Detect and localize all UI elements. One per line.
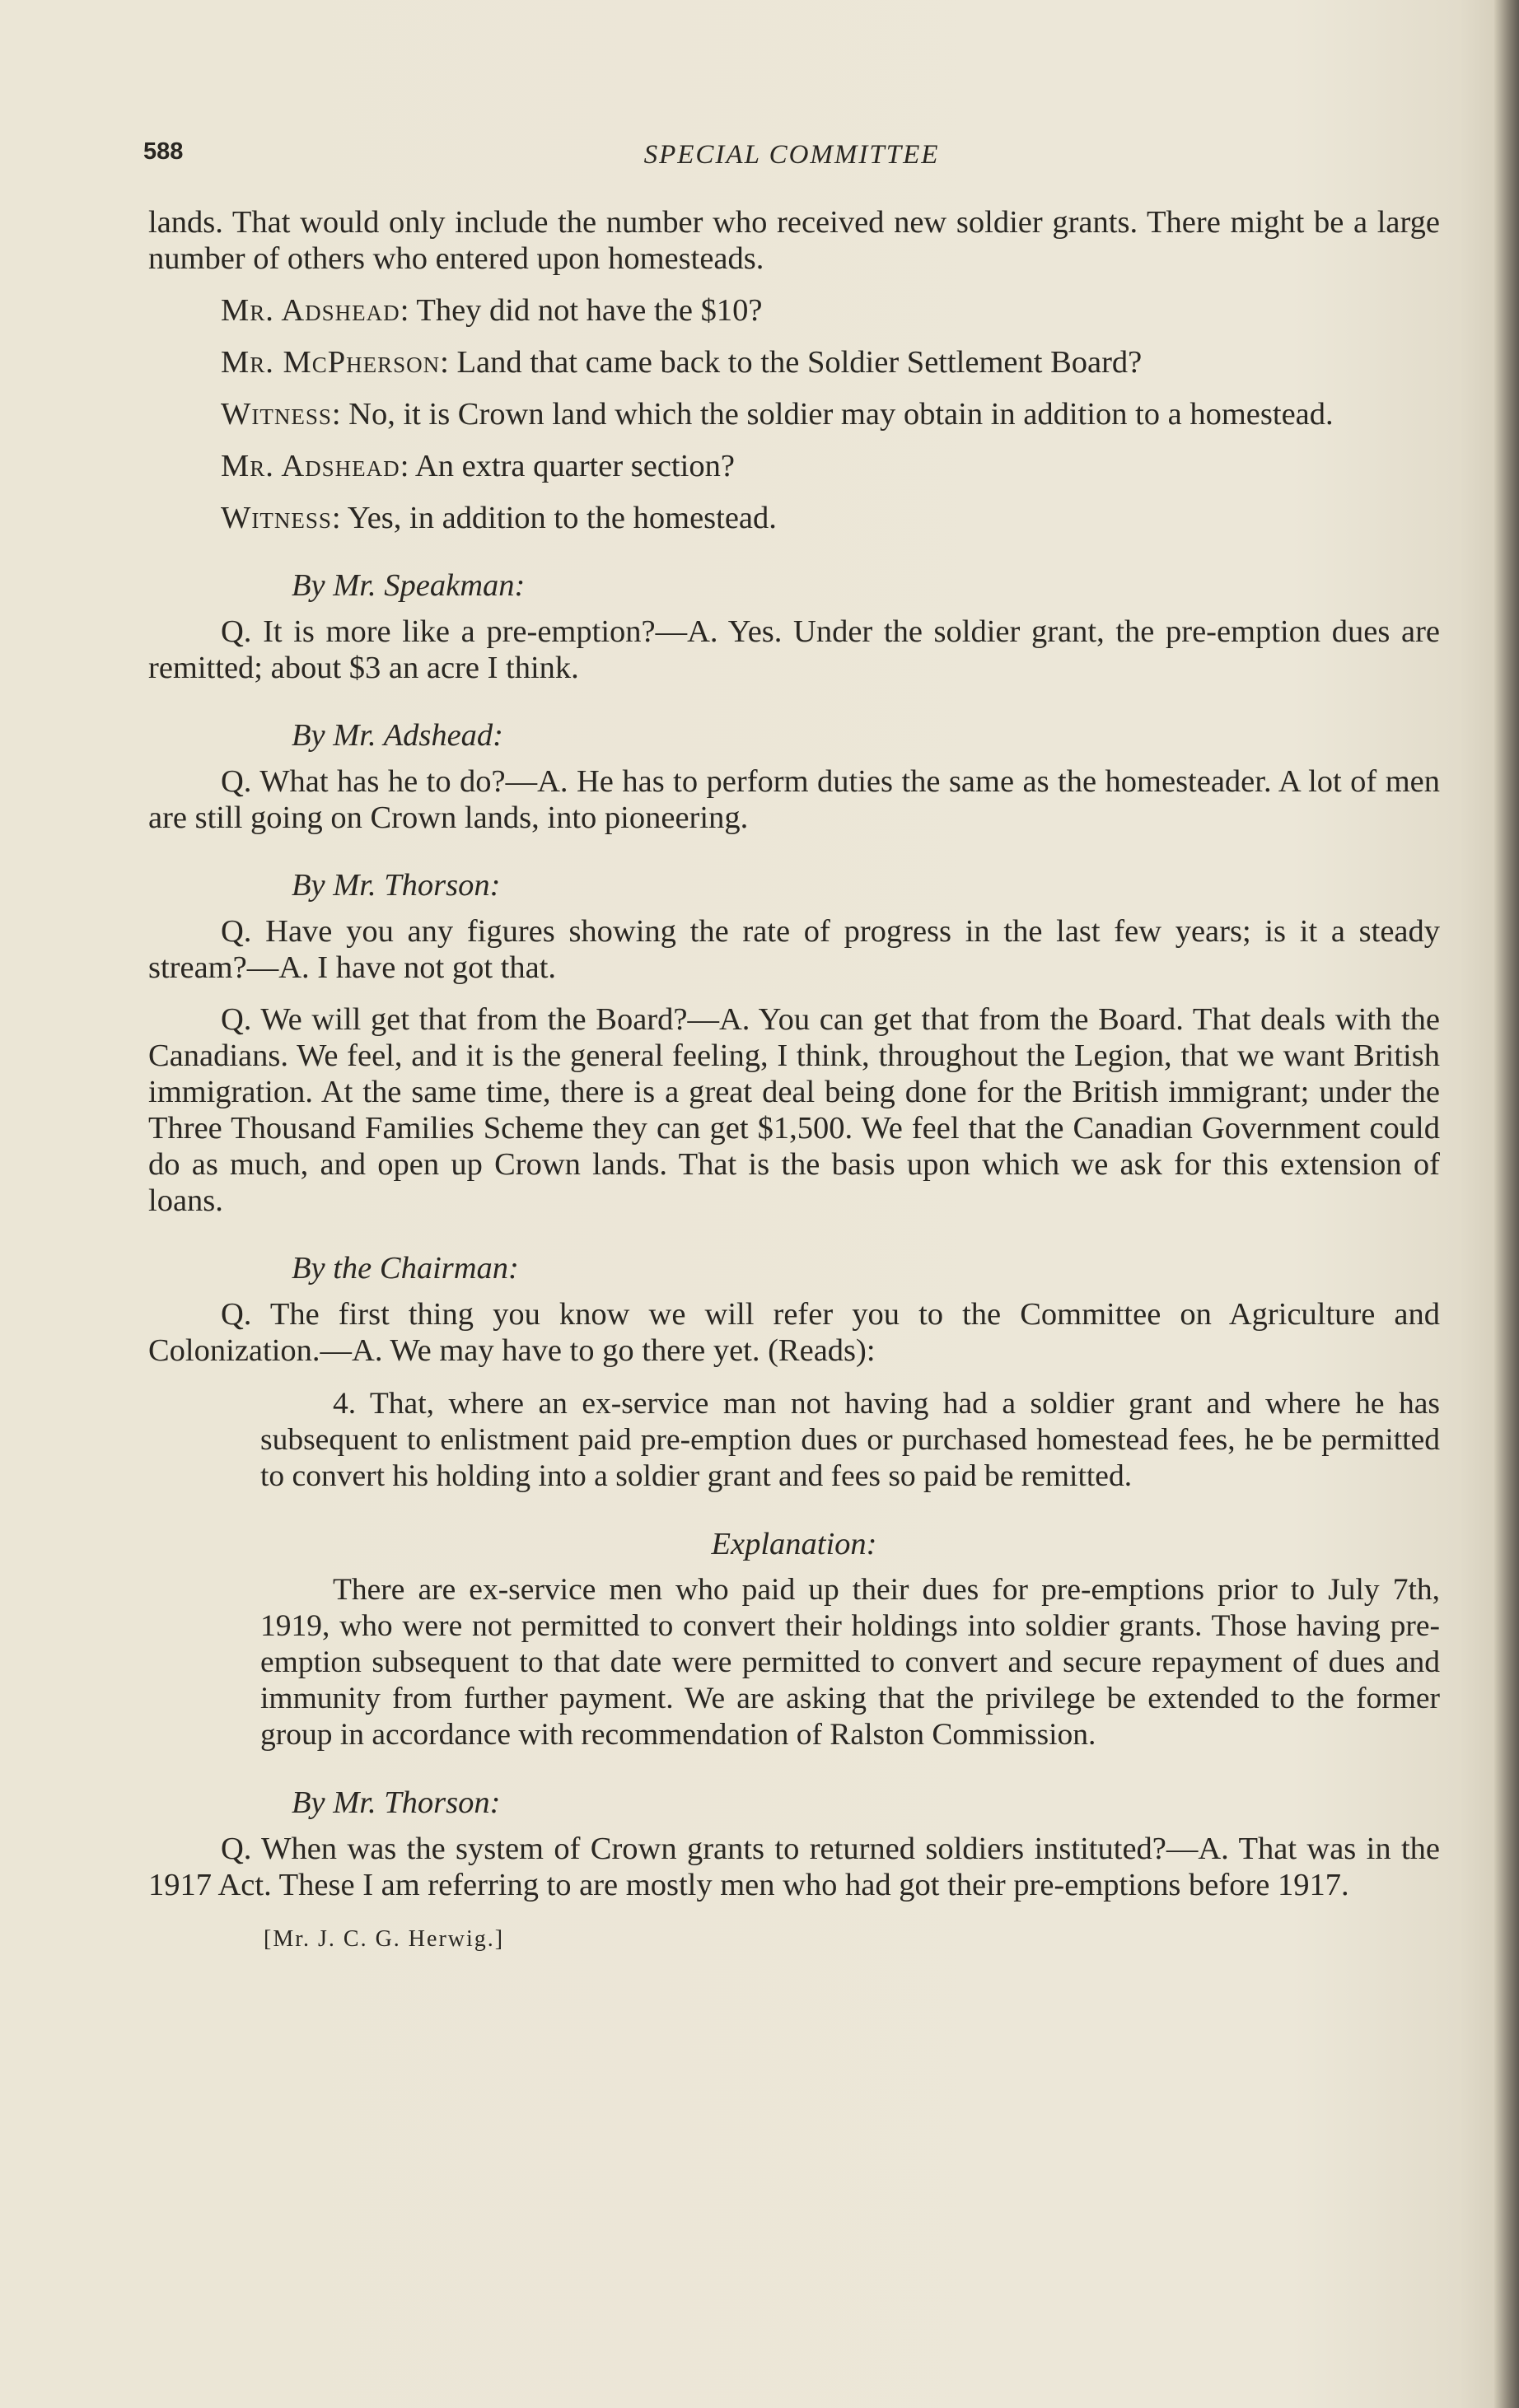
paragraph: Q. When was the system of Crown grants to returned soldiers instituted?—A. That was in the 1917 Act. These I am referring to are mostly men who had got their pre-emptions before 1917. — [148, 1832, 1440, 1902]
page-binding-edge — [1494, 0, 1519, 2408]
section-heading: Explanation: — [711, 1527, 877, 1561]
section-heading: By the Chairman: — [292, 1251, 519, 1286]
paragraph: Q. The first thing you know we will refer you to the Committee on Agriculture and Colonization.—A. We may have to go there yet. (Reads): — [148, 1297, 1440, 1368]
paragraph: Q. We will get that from the Board?—A. You can get that from the Board. That deals with the Canadians. We feel, and it is the general feeling, I think, throughout the Legion, that we want British immigration. At the same time, there is a great deal being done for the British immigrant; under the Three Thousand Families Scheme they can get $1,500. We feel that the Canadian Government could do as much, and open up Crown lands. That is the basis upon which we ask for this extension of loans. — [148, 1002, 1440, 1218]
speaker-name: Witness — [221, 397, 332, 432]
paragraph — [148, 292, 1440, 329]
explanation-text: There are ex-service men who paid up their dues for pre-emptions prior to July 7th, 1919, who were not permitted to convert their holdings into soldier grants. Those having pre-emption subsequent to that date were permitted to convert and secure repayment of dues and immunity from further payment. We are asking that the privilege be extended to the former group in accordance with recommendation of Ralston Commission. — [260, 1573, 1440, 1752]
quoted-resolution: 4. That, where an ex-service man not having had a soldier grant and where he has subsequent to enlistment paid pre-emption dues or purchased homestead fees, he be permitted to convert his holding into a soldier grant and fees so paid be remitted. — [260, 1387, 1440, 1493]
document-body — [148, 204, 1440, 1958]
paragraph: Q. It is more like a pre-emption?—A. Yes. Under the soldier grant, the pre-emption dues are remitted; about $3 an acre I think. — [148, 614, 1440, 685]
witness-signature-line: [Mr. J. C. G. Herwig.] — [264, 1926, 505, 1952]
paragraph: lands. That would only include the number who received new soldier grants. There might be a large number of others who entered upon homesteads. — [148, 205, 1440, 276]
speech-text: : Yes, in addition to the homestead. — [331, 501, 777, 535]
paragraph: Q. What has he to do?—A. He has to perform duties the same as the homesteader. A lot of men are still going on Crown lands, into pioneering. — [148, 764, 1440, 835]
section-heading: By Mr. Adshead: — [292, 718, 503, 753]
speech-text: : An extra quarter section? — [400, 449, 735, 483]
speaker-name: Mr. McPherson — [221, 345, 441, 380]
speech-text: : They did not have the $10? — [400, 293, 763, 328]
speaker-name: Mr. Adshead — [221, 449, 400, 483]
running-head — [143, 138, 1440, 180]
speaker-name: Mr. Adshead — [221, 293, 400, 328]
page-number: 588 — [143, 138, 184, 165]
section-heading: By Mr. Thorson: — [292, 868, 501, 903]
speaker-name: Witness — [221, 501, 332, 535]
speech-text: : Land that came back to the Soldier Settlement Board? — [440, 345, 1143, 380]
paragraph — [148, 344, 1440, 380]
running-title: SPECIAL COMMITTEE — [643, 140, 940, 170]
speech-text: : No, it is Crown land which the soldier may obtain in addition to a homestead. — [331, 397, 1334, 432]
paragraph — [148, 396, 1440, 432]
paragraph — [148, 448, 1440, 484]
section-heading: By Mr. Speakman: — [292, 568, 526, 603]
paragraph — [148, 500, 1440, 536]
paragraph: Q. Have you any figures showing the rate of progress in the last few years; is it a steady stream?—A. I have not got that. — [148, 914, 1440, 985]
section-heading: By Mr. Thorson: — [292, 1785, 501, 1820]
